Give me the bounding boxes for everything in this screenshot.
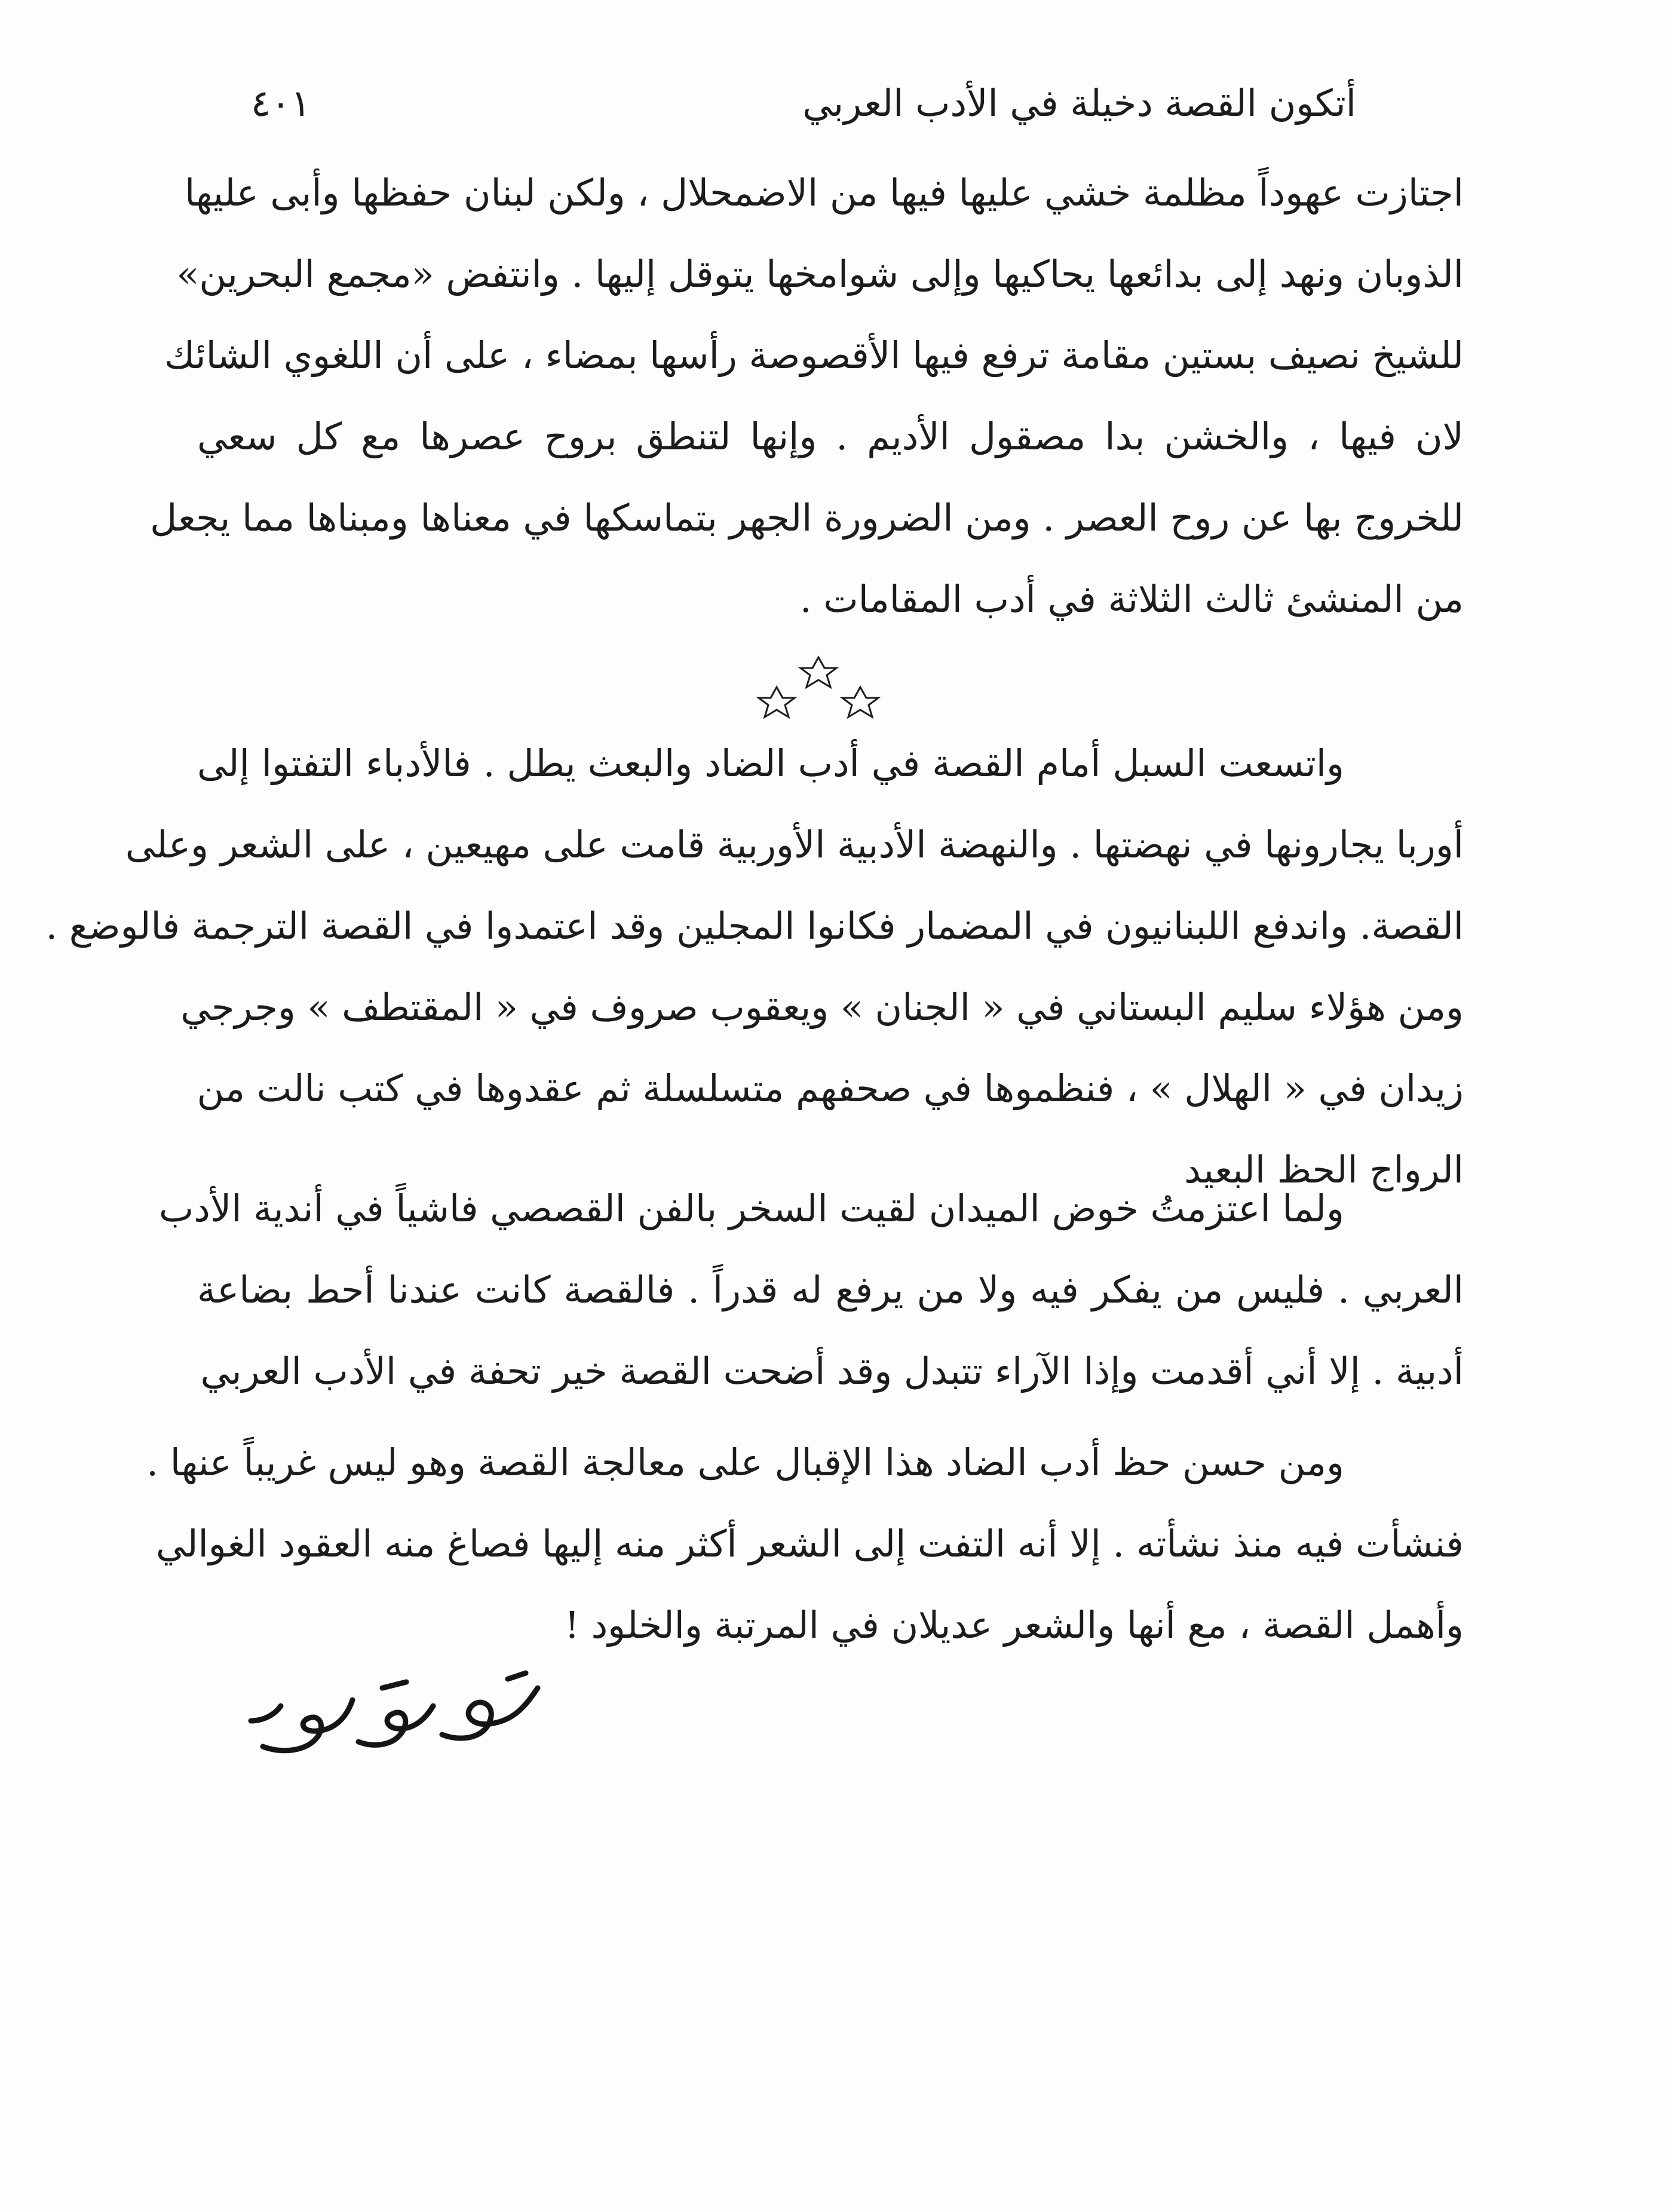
text-line: الرواج الحظ البعيد <box>1184 1148 1464 1191</box>
paragraph-3 <box>158 1168 1464 1412</box>
text-line: أدبية . إلا أني أقدمت وإذا الآراء تتبدل وقد أضحت القصة خير تحفة في الأدب العربي <box>200 1349 1464 1393</box>
text-line: زيدان في « الهلال » ، فنظموها في صحفهم متسلسلة ثم عقدوها في كتب نالت من <box>197 1067 1464 1110</box>
text-line: للشيخ نصيف بستين مقامة ترفع فيها الأقصوصة رأسها بمضاء ، على أن اللغوي الشائك <box>164 333 1464 377</box>
text-line: لان فيها ، والخشن بدا مصقول الأديم . وإنها لتنطق بروح عصرها مع كل سعي <box>197 415 1464 458</box>
running-title: أتكون القصة دخيلة في الأدب العربي <box>802 81 1356 125</box>
text-line: ومن هؤلاء سليم البستاني في « الجنان » ويعقوب صروف في « المقتطف » وجرجي <box>180 985 1464 1029</box>
text-line: ومن حسن حظ أدب الضاد هذا الإقبال على معالجة القصة وهو ليس غريباً عنها . <box>146 1441 1344 1484</box>
text-line: وأهمل القصة ، مع أنها والشعر عديلان في المرتبة والخلود ! <box>564 1603 1464 1647</box>
text-line: من المنشئ ثالث الثلاثة في أدب المقامات . <box>799 577 1464 621</box>
paragraph-1 <box>150 152 1464 640</box>
text-line: ولما اعتزمتُ خوض الميدان لقيت السخر بالفن القصصي فاشياً في أندية الأدب <box>158 1187 1344 1230</box>
text-line: واتسعت السبل أمام القصة في أدب الضاد والبعث يطل . فالأدباء التفتوا إلى <box>197 742 1344 785</box>
section-divider-stars-icon <box>741 651 896 729</box>
text-line: الذوبان ونهد إلى بدائعها يحاكيها وإلى شوامخها يتوقل إليها . وانتفض «مجمع البحرين» <box>176 252 1464 296</box>
text-line: القصة. واندفع اللبنانيون في المضمار فكانوا المجلين وقد اعتمدوا في القصة الترجمة فالوضع . <box>45 904 1464 948</box>
paragraph-2 <box>45 723 1464 1211</box>
paragraph-4 <box>146 1422 1464 1666</box>
page-header <box>197 71 1464 136</box>
text-line: العربي . فليس من يفكر فيه ولا من يرفع له قدراً . فالقصة كانت عندنا أحط بضاعة <box>197 1268 1464 1312</box>
text-line: للخروج بها عن روح العصر . ومن الضرورة الجهر بتماسكها في معناها ومبناها مما يجعل <box>150 496 1464 540</box>
text-line: أوربا يجارونها في نهضتها . والنهضة الأدبية الأوربية قامت على مهيعين ، على الشعر وعلى <box>125 823 1464 866</box>
text-line: فنشأت فيه منذ نشأته . إلا أنه التفت إلى الشعر أكثر منه إليها فصاغ منه العقود الغوالي <box>155 1522 1464 1565</box>
page-number: ٤٠١ <box>251 81 311 125</box>
author-signature <box>227 1664 562 1766</box>
text-line: اجتازت عهوداً مظلمة خشي عليها فيها من الاضمحلال ، ولكن لبنان حفظها وأبى عليها <box>185 171 1464 215</box>
